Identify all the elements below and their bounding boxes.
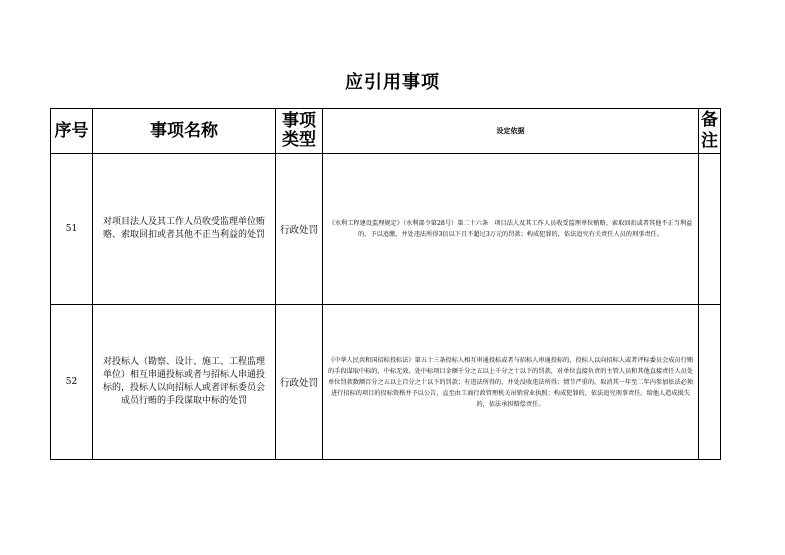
table-row [51, 305, 721, 460]
row-note [699, 305, 721, 460]
row-note [699, 154, 721, 305]
table-row [51, 154, 721, 305]
header-basis: 设定依据 [323, 109, 699, 154]
table-header-row [51, 109, 721, 154]
page-title: 应引用事项 [345, 72, 440, 93]
header-type: 事项类型 [276, 109, 323, 154]
row-name: 对项目法人及其工作人员收受监理单位贿赂、索取回扣或者其他不正当利益的处罚 [93, 154, 276, 305]
row-no: 51 [51, 154, 93, 305]
row-type: 行政处罚 [276, 154, 323, 305]
row-name: 对投标人（勘察、设计、施工、工程监理单位）相互串通投标或者与招标人串通投标的，投标人以向招标人或者评标委员会成员行贿的手段谋取中标的处罚 [93, 305, 276, 460]
row-type: 行政处罚 [276, 305, 323, 460]
row-basis: 《中华人民共和国招标投标法》第五十三条投标人相互串通投标或者与招标人串通投标的，投标人以向招标人或者评标委员会成员行贿的手段谋取中标的，中标无效，处中标项目金额千分之五以上千分之十以下的罚款，对单位直接负责的主管人员和其他直接责任人员处单位罚款数额百分之五以上百分之十以下的罚款；有违法所得的，并处没收违法所得；情节严重的，取消其一年至二年内参加依法必须进行招标的项目的投标资格并予以公告，直至由工商行政管理机关吊销营业执照；构成犯罪的，依法追究刑事责任。给他人造成损失的，依法承担赔偿责任。 [323, 305, 699, 460]
matters-table [50, 108, 721, 460]
header-no: 序号 [51, 109, 93, 154]
header-name: 事项名称 [93, 109, 276, 154]
row-basis: 《水利工程建设监理规定》（水利部令第28号）第二十六条 项目法人及其工作人员收受监理单位贿赂、索取回扣或者其他不正当利益的，予以追缴，并处违法所得3倍以下且不超过3万元的罚款；构成犯罪的，依法追究有关责任人员的刑事责任。 [323, 154, 699, 305]
row-no: 52 [51, 305, 93, 460]
header-note: 备注 [699, 109, 721, 154]
